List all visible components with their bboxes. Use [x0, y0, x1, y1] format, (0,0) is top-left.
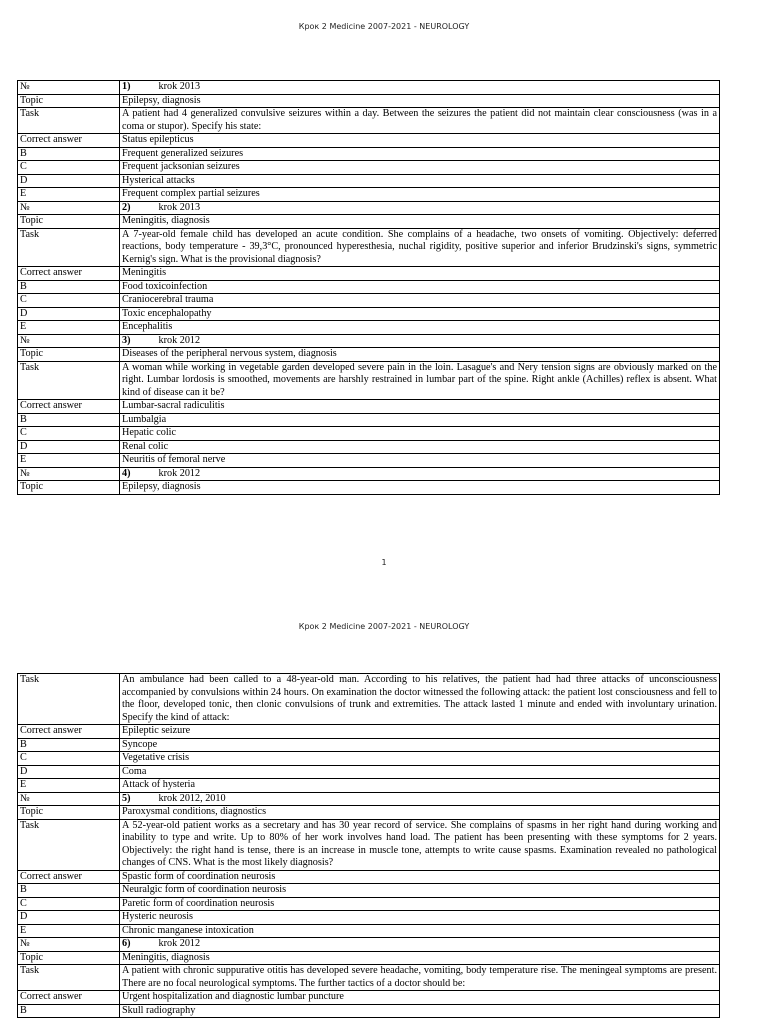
- row-label: Correct answer: [18, 870, 120, 884]
- table-row: [18, 991, 720, 1005]
- option-d: Hysteric neurosis: [120, 911, 720, 925]
- row-label: Task: [18, 819, 120, 870]
- table-row: [18, 280, 720, 294]
- table-row: [18, 481, 720, 495]
- row-label: Task: [18, 674, 120, 725]
- question-source: krok 2012: [158, 938, 201, 949]
- table-row: [18, 334, 720, 348]
- option-e: Neuritis of femoral nerve: [120, 454, 720, 468]
- question-source: krok 2012: [158, 334, 201, 346]
- table-row: [18, 215, 720, 229]
- row-label: B: [18, 1004, 120, 1018]
- option-c: Hepatic colic: [120, 427, 720, 441]
- question-task: A 52-year-old patient works as a secretary and has 30 year record of service. She complains of spasms in her right hand during working and inability to type and write. Up to 80% of her work involves hand load. The patient has been presenting with these symptoms for 2 years. Objectively: the right hand is tense, there is an increase in muscle tone, attempts to write cause spasms. Examination revealed no pathological changes of CNS. What is the most likely diagnosis?: [120, 819, 720, 870]
- table-row: [18, 779, 720, 793]
- question-topic: Meningitis, diagnosis: [120, 215, 720, 229]
- option-b: Lumbalgia: [120, 413, 720, 427]
- table-row: [18, 806, 720, 820]
- question-topic: Meningitis, diagnosis: [120, 951, 720, 965]
- option-e: Encephalitis: [120, 321, 720, 335]
- question-source: krok 2012: [158, 467, 201, 479]
- correct-answer: Meningitis: [120, 267, 720, 281]
- question-number: 3): [122, 334, 131, 346]
- question-topic: Diseases of the peripheral nervous system, diagnosis: [120, 348, 720, 362]
- question-task: A 7-year-old female child has developed an acute condition. She complains of a headache, two onsets of vomiting. Objectively: deferred reactions, body temperature - 39,3°C, pronounced hyperesthesia, nuchal rigidity, positive superior and inferior Brudzinski's signs, symmetric Kernig's sign. What is the provisional diagnosis?: [120, 228, 720, 267]
- page-header: Крок 2 Medicine 2007-2021 - NEUROLOGY: [298, 22, 470, 31]
- question-task: A patient with chronic suppurative otitis has developed severe headache, vomiting, body temperature rise. The meningeal symptoms are present. There are no focal neurological symptoms. The further tactics of a doctor should be:: [120, 965, 720, 991]
- row-label: C: [18, 752, 120, 766]
- table-row: [18, 361, 720, 400]
- row-label: №: [18, 467, 120, 481]
- option-e: Chronic manganese intoxication: [120, 924, 720, 938]
- questions-table: [17, 80, 720, 495]
- page-break: [0, 578, 768, 600]
- table-row: [18, 951, 720, 965]
- question-number-cell: [120, 201, 720, 215]
- table-row: [18, 427, 720, 441]
- row-label: E: [18, 924, 120, 938]
- row-label: B: [18, 280, 120, 294]
- option-b: Food toxicoinfection: [120, 280, 720, 294]
- row-label: B: [18, 884, 120, 898]
- option-b: Neuralgic form of coordination neurosis: [120, 884, 720, 898]
- row-label: Topic: [18, 215, 120, 229]
- table-row: [18, 201, 720, 215]
- correct-answer: Status epilepticus: [120, 134, 720, 148]
- row-label: C: [18, 897, 120, 911]
- correct-answer: Epileptic seizure: [120, 725, 720, 739]
- question-topic: Paroxysmal conditions, diagnostics: [120, 806, 720, 820]
- option-c: Craniocerebral trauma: [120, 294, 720, 308]
- table-row: [18, 819, 720, 870]
- row-label: Topic: [18, 94, 120, 108]
- row-label: Correct answer: [18, 991, 120, 1005]
- question-number-cell: [120, 467, 720, 481]
- row-label: D: [18, 174, 120, 188]
- option-e: Frequent complex partial seizures: [120, 188, 720, 202]
- table-row: [18, 294, 720, 308]
- row-label: E: [18, 321, 120, 335]
- option-c: Vegetative crisis: [120, 752, 720, 766]
- table-row: [18, 870, 720, 884]
- question-task: A woman while working in vegetable garden developed severe pain in the loin. Lasague's and Nery tension signs are obviously marked on the right. Lumbar lordosis is smoothed, movements are harshly restrained in lumbar part of the spine. Right ankle (Achilles) reflex is absent. What kind of disease can it be?: [120, 361, 720, 400]
- row-label: №: [18, 201, 120, 215]
- question-number-cell: [120, 792, 720, 806]
- table-row: [18, 174, 720, 188]
- table-row: [18, 924, 720, 938]
- question-number-cell: [120, 938, 720, 952]
- table-row: [18, 765, 720, 779]
- table-row: [18, 161, 720, 175]
- question-source: krok 2013: [158, 201, 201, 213]
- row-label: B: [18, 147, 120, 161]
- table-row: [18, 938, 720, 952]
- table-row: [18, 884, 720, 898]
- row-label: Topic: [18, 806, 120, 820]
- row-label: E: [18, 779, 120, 793]
- row-label: Topic: [18, 481, 120, 495]
- table-row: [18, 188, 720, 202]
- table-row: [18, 108, 720, 134]
- row-label: Correct answer: [18, 400, 120, 414]
- table-row: [18, 413, 720, 427]
- question-number-cell: [120, 81, 720, 95]
- row-label: №: [18, 334, 120, 348]
- row-label: D: [18, 440, 120, 454]
- page-header: Крок 2 Medicine 2007-2021 - NEUROLOGY: [298, 622, 470, 631]
- table-row: [18, 348, 720, 362]
- row-label: Task: [18, 228, 120, 267]
- table-row: [18, 792, 720, 806]
- table-row: [18, 1004, 720, 1018]
- row-label: №: [18, 938, 120, 952]
- correct-answer: Lumbar-sacral radiculitis: [120, 400, 720, 414]
- option-d: Hysterical attacks: [120, 174, 720, 188]
- table-row: [18, 94, 720, 108]
- option-c: Paretic form of coordination neurosis: [120, 897, 720, 911]
- row-label: B: [18, 413, 120, 427]
- row-label: B: [18, 738, 120, 752]
- option-d: Coma: [120, 765, 720, 779]
- table-row: [18, 400, 720, 414]
- row-label: D: [18, 765, 120, 779]
- row-label: E: [18, 454, 120, 468]
- table-row: [18, 467, 720, 481]
- questions-table: [17, 673, 720, 1018]
- table-row: [18, 454, 720, 468]
- table-row: [18, 440, 720, 454]
- question-number: 1): [122, 81, 131, 92]
- row-label: Topic: [18, 348, 120, 362]
- question-number: 6): [122, 938, 131, 949]
- table-row: [18, 81, 720, 95]
- question-number-cell: [120, 334, 720, 348]
- table-row: [18, 134, 720, 148]
- correct-answer: Urgent hospitalization and diagnostic lumbar puncture: [120, 991, 720, 1005]
- option-b: Syncope: [120, 738, 720, 752]
- table-row: [18, 911, 720, 925]
- row-label: Task: [18, 965, 120, 991]
- table-row: [18, 228, 720, 267]
- table-row: [18, 725, 720, 739]
- row-label: C: [18, 427, 120, 441]
- row-label: №: [18, 81, 120, 95]
- row-label: №: [18, 792, 120, 806]
- option-d: Toxic encephalopathy: [120, 307, 720, 321]
- row-label: E: [18, 188, 120, 202]
- option-d: Renal colic: [120, 440, 720, 454]
- table-row: [18, 674, 720, 725]
- table-row: [18, 267, 720, 281]
- question-topic: Epilepsy, diagnosis: [120, 481, 720, 495]
- question-topic: Epilepsy, diagnosis: [120, 94, 720, 108]
- table-row: [18, 147, 720, 161]
- row-label: Task: [18, 108, 120, 134]
- question-task: An ambulance had been called to a 48-year-old man. According to his relatives, the patient had had three attacks of unconsciousness accompanied by convulsions within 24 hours. On examination the doctor witnessed the following attack: the patient lost consciousness and fell to the floor, developed tonic, then clonic convulsions of trunk and extremities. The attack lasted 1 minute and ended with involuntary urination. Specify the kind of attack:: [120, 674, 720, 725]
- row-label: D: [18, 307, 120, 321]
- option-e: Attack of hysteria: [120, 779, 720, 793]
- table-row: [18, 738, 720, 752]
- table-row: [18, 897, 720, 911]
- table-row: [18, 307, 720, 321]
- row-label: Correct answer: [18, 134, 120, 148]
- option-c: Frequent jacksonian seizures: [120, 161, 720, 175]
- row-label: Correct answer: [18, 267, 120, 281]
- row-label: C: [18, 161, 120, 175]
- correct-answer: Spastic form of coordination neurosis: [120, 870, 720, 884]
- row-label: Correct answer: [18, 725, 120, 739]
- question-task: A patient had 4 generalized convulsive seizures within a day. Between the seizures the patient did not maintain clear consciousness (was in a coma or stupor). Specify his state:: [120, 108, 720, 134]
- row-label: D: [18, 911, 120, 925]
- table-row: [18, 965, 720, 991]
- question-source: krok 2013: [158, 81, 201, 92]
- table-row: [18, 321, 720, 335]
- option-b: Frequent generalized seizures: [120, 147, 720, 161]
- page-number: 1: [381, 558, 387, 567]
- question-source: krok 2012, 2010: [158, 792, 226, 804]
- question-number: 5): [122, 792, 131, 804]
- row-label: Topic: [18, 951, 120, 965]
- question-number: 4): [122, 467, 131, 479]
- option-b: Skull radiography: [120, 1004, 720, 1018]
- row-label: C: [18, 294, 120, 308]
- row-label: Task: [18, 361, 120, 400]
- question-number: 2): [122, 201, 131, 213]
- table-row: [18, 752, 720, 766]
